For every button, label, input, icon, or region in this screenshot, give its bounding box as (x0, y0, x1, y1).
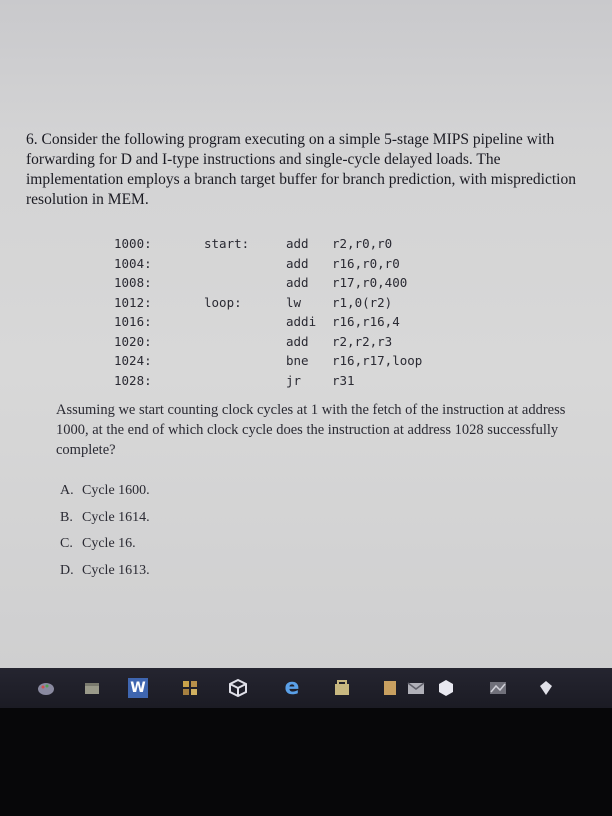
code-operands: r16,r17,loop (332, 353, 423, 368)
code-operands: r1,0(r2) (332, 294, 393, 310)
archive-icon[interactable] (82, 678, 102, 698)
answer-options (56, 478, 356, 584)
store-icon[interactable] (332, 678, 352, 698)
code-opcode: add (286, 236, 309, 251)
option-c[interactable] (56, 531, 356, 558)
word-icon[interactable]: W (128, 678, 148, 698)
code-row (114, 371, 474, 391)
taskbar (0, 668, 612, 708)
code-opcode: addi (286, 314, 317, 329)
code-operands: r16,r16,4 (332, 314, 400, 329)
option-text: Cycle 1614. (82, 509, 150, 525)
gem-icon[interactable] (536, 678, 556, 698)
code-label: loop: (204, 294, 242, 310)
paint-icon[interactable] (36, 678, 56, 698)
code-operands: r2,r0,r0 (332, 236, 393, 251)
code-row (114, 234, 474, 254)
code-operands: r31 (332, 372, 355, 388)
code-opcode: add (286, 255, 309, 271)
code-label: start: (204, 236, 250, 251)
cube-icon[interactable] (228, 678, 248, 698)
edge-icon[interactable]: e (284, 675, 300, 700)
code-address: 1004: (114, 255, 152, 271)
code-address: 1008: (114, 275, 152, 290)
code-listing (114, 234, 474, 390)
code-opcode: bne (286, 353, 309, 368)
option-text: Cycle 1600. (82, 483, 150, 498)
code-row (114, 273, 474, 293)
code-row (114, 293, 474, 313)
option-letter: C. (60, 536, 73, 551)
option-letter: D. (60, 562, 74, 578)
code-row (114, 332, 474, 352)
map-icon[interactable] (488, 678, 508, 698)
grid-app-icon[interactable] (180, 678, 200, 698)
question-prompt: Assuming we start counting clock cycles at 1 with the fetch of the instruction at address 1000, at the end of which clock cycle does the instruction at address 1028 successfully complete? (56, 402, 566, 458)
code-row (114, 312, 474, 332)
option-letter: B. (60, 509, 73, 525)
code-opcode: add (286, 333, 309, 349)
code-operands: r2,r2,r3 (332, 333, 393, 349)
code-address: 1028: (114, 372, 152, 388)
code-operands: r17,r0,400 (332, 275, 408, 290)
mail-icon[interactable] (406, 678, 426, 698)
code-operands: r16,r0,r0 (332, 255, 400, 271)
code-row (114, 254, 474, 274)
question-text (26, 130, 596, 210)
code-address: 1016: (114, 314, 152, 329)
code-row (114, 351, 474, 371)
code-address: 1024: (114, 353, 152, 368)
code-opcode: lw (286, 294, 302, 310)
option-a[interactable] (56, 478, 356, 505)
option-text: Cycle 1613. (82, 562, 150, 578)
option-d[interactable] (56, 558, 356, 585)
code-opcode: jr (286, 372, 302, 388)
option-text: Cycle 16. (82, 536, 136, 551)
question-body: Consider the following program executing on a simple 5-stage MIPS pipeline with forwarding for D and I-type instructions and single-cycle delayed loads. The implementation employs a branch target buffer for branch prediction, with misprediction resolution in MEM. (26, 131, 576, 208)
code-opcode: add (286, 275, 309, 290)
code-address: 1000: (114, 236, 152, 251)
option-letter: A. (60, 483, 74, 498)
option-b[interactable] (56, 505, 356, 532)
code-address: 1012: (114, 294, 152, 310)
question-number: 6. (26, 131, 38, 148)
desk-background (0, 708, 612, 816)
code-address: 1020: (114, 333, 152, 349)
bookmark-icon[interactable] (380, 678, 400, 698)
hexagon-icon[interactable] (436, 678, 456, 698)
